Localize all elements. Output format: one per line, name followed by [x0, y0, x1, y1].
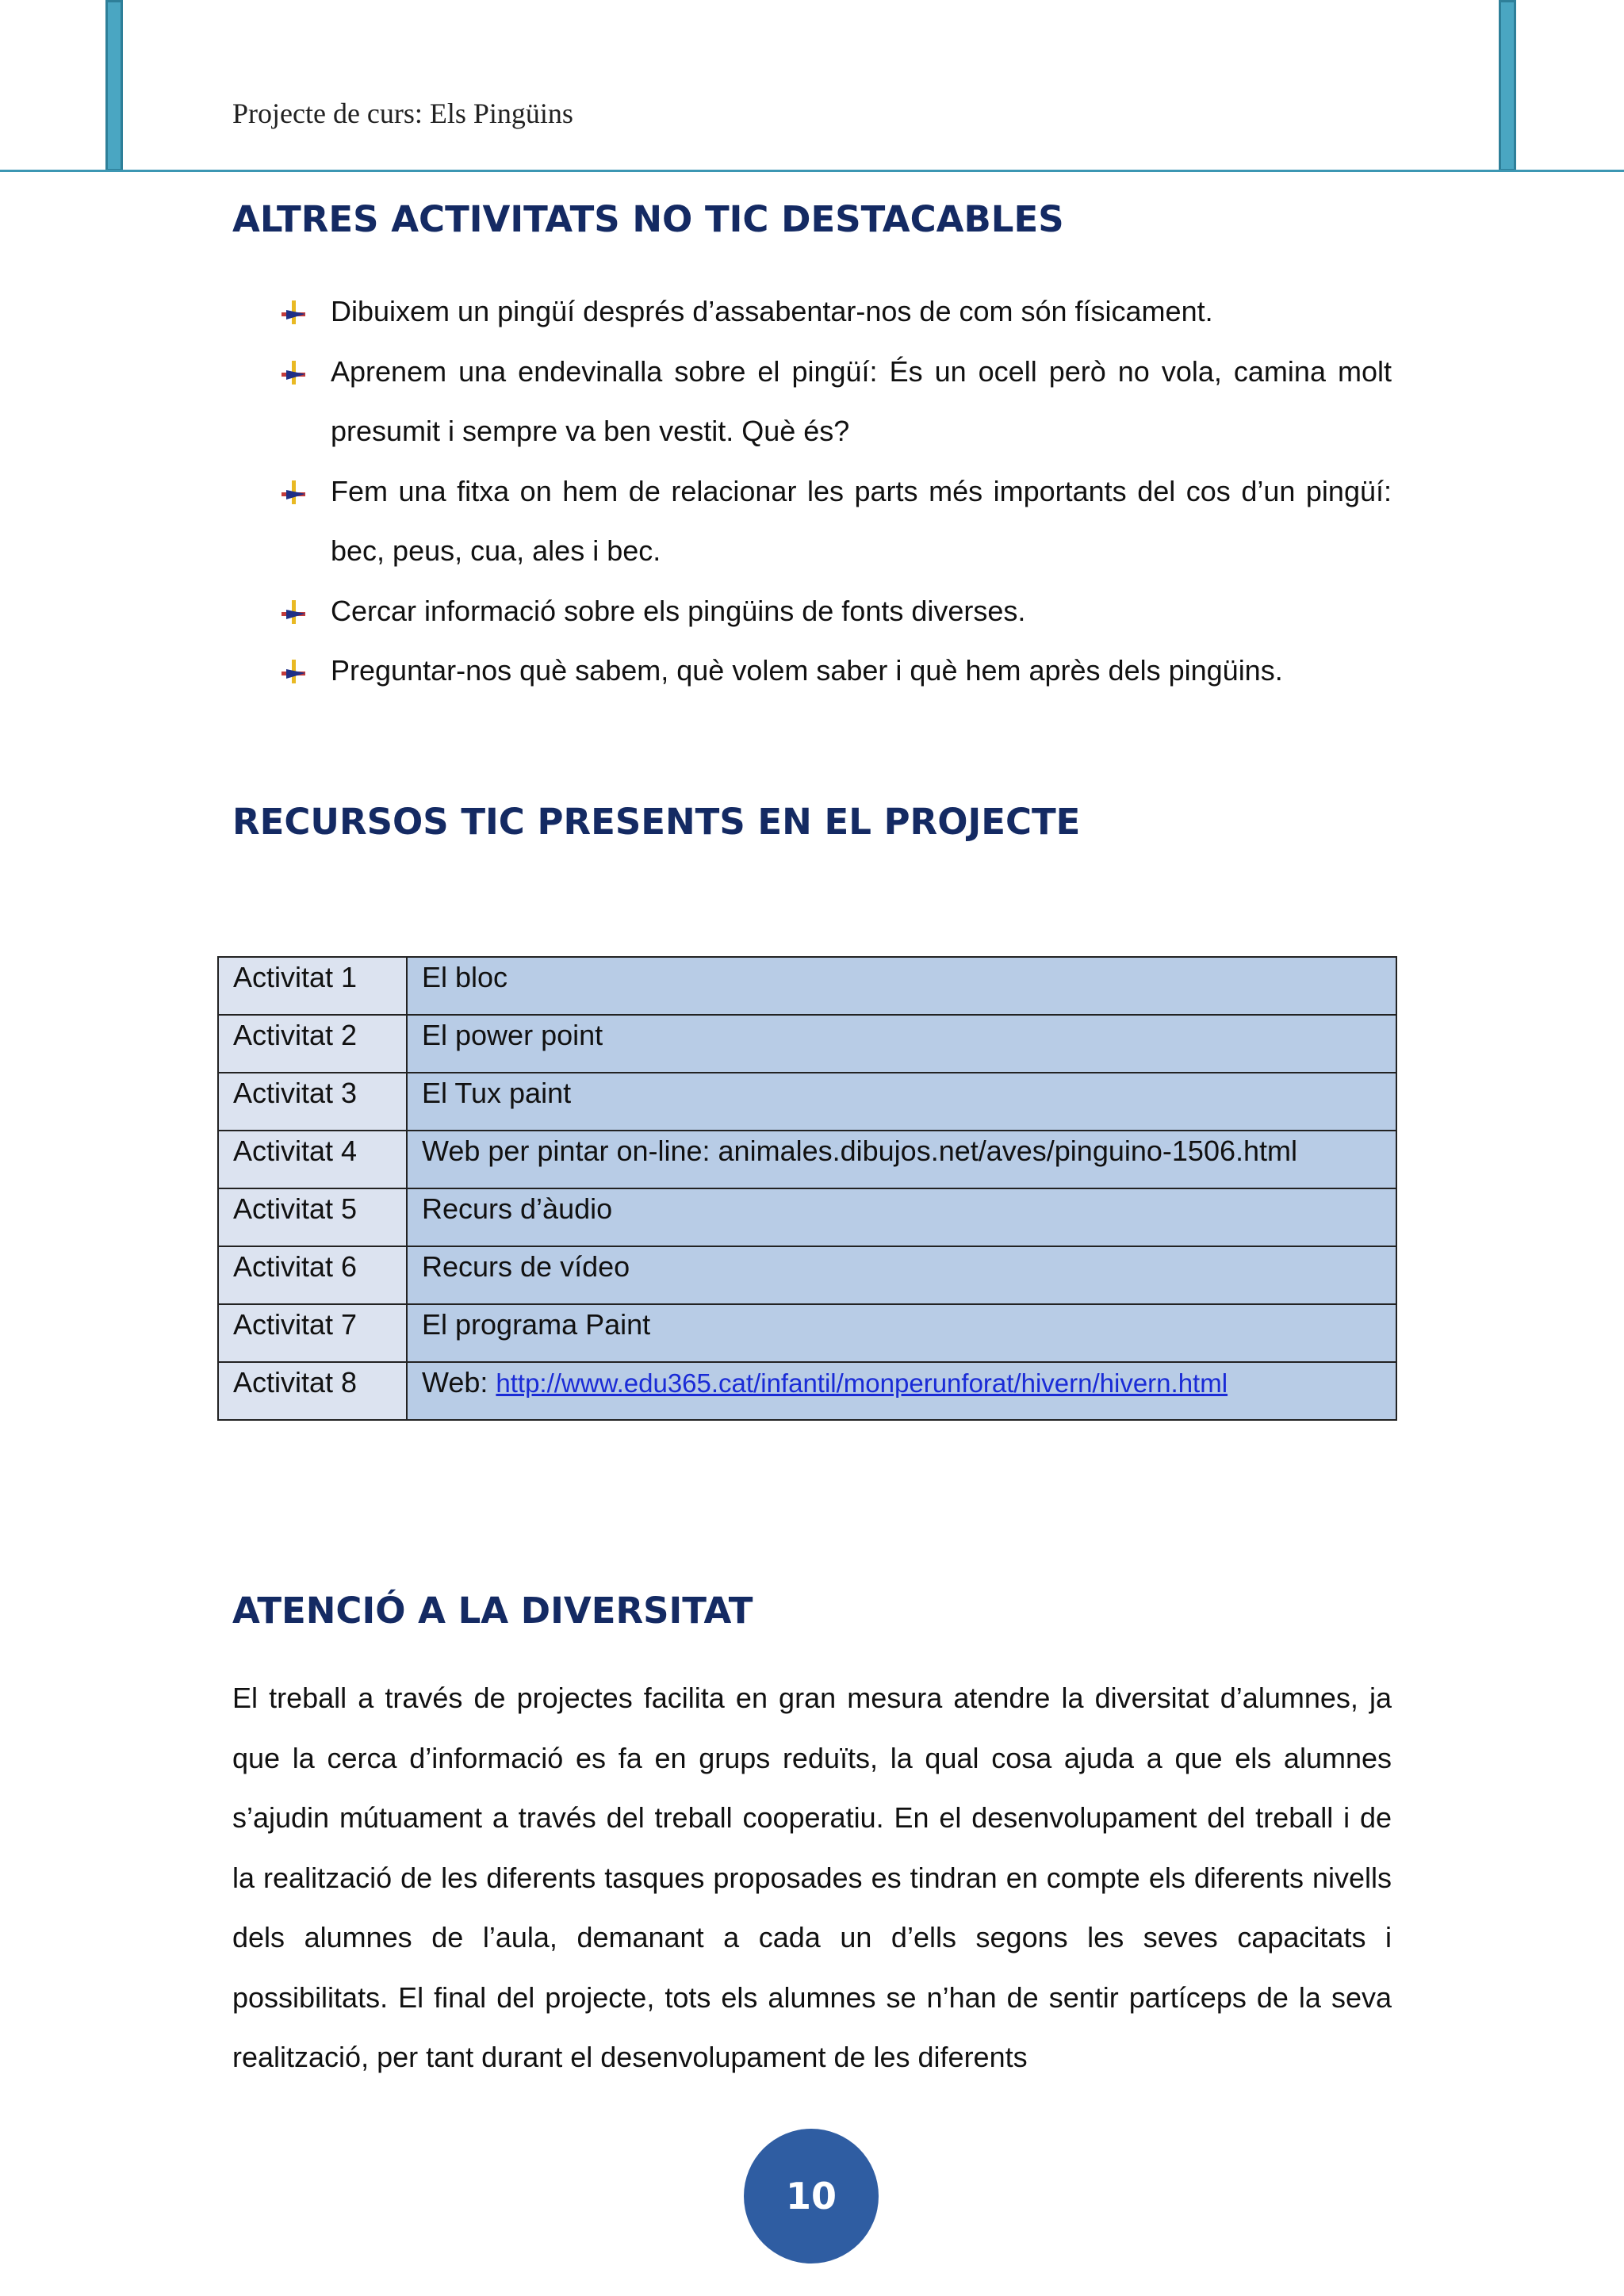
table-cell-resource: Web per pintar on-line: animales.dibujos.net/aves/pinguino-1506.html	[407, 1131, 1396, 1188]
header-rule	[0, 170, 1624, 172]
table-row	[218, 1362, 1396, 1420]
header-accent-bar-right	[1499, 0, 1516, 171]
edu365-link[interactable]: http://www.edu365.cat/infantil/monperunforat/hivern/hivern.html	[496, 1368, 1228, 1398]
table-cell-activity: Activitat 7	[218, 1304, 407, 1362]
table-row	[218, 1073, 1396, 1131]
table-cell-activity: Activitat 3	[218, 1073, 407, 1131]
activities-list	[282, 281, 1392, 701]
table-cell-activity: Activitat 8	[218, 1362, 407, 1420]
plus-arrow-icon	[282, 600, 305, 624]
table-row	[218, 1131, 1396, 1188]
table-row	[218, 957, 1396, 1015]
header-accent-bar-left	[105, 0, 123, 171]
list-item-text: Aprenem una endevinalla sobre el pingüí: És un ocell però no vola, camina molt presumit i sempre va ben vestit. Què és?	[331, 354, 1392, 447]
table-cell-activity: Activitat 1	[218, 957, 407, 1015]
table-cell-resource: El power point	[407, 1015, 1396, 1073]
plus-arrow-icon	[282, 660, 305, 683]
resource-prefix: Web:	[422, 1366, 496, 1399]
table-cell-resource: El bloc	[407, 957, 1396, 1015]
section-heading-activities: ALTRES ACTIVITATS NO TIC DESTACABLES	[232, 198, 1064, 240]
page-number-badge: 10	[744, 2129, 879, 2263]
list-item	[282, 461, 1392, 581]
table-cell-activity: Activitat 6	[218, 1246, 407, 1304]
list-item-text: Preguntar-nos què sabem, què volem saber i què hem après dels pingüins.	[331, 654, 1283, 687]
table-cell-activity: Activitat 5	[218, 1188, 407, 1246]
table-cell-resource: El Tux paint	[407, 1073, 1396, 1131]
table-cell-resource	[407, 1362, 1396, 1420]
table-cell-resource: El programa Paint	[407, 1304, 1396, 1362]
table-cell-resource: Recurs d’àudio	[407, 1188, 1396, 1246]
list-item-text: Dibuixem un pingüí després d’assabentar-nos de com són físicament.	[331, 295, 1213, 327]
list-item	[282, 281, 1392, 342]
plus-arrow-icon	[282, 361, 305, 385]
table-row	[218, 1304, 1396, 1362]
table-cell-activity: Activitat 4	[218, 1131, 407, 1188]
list-item-text: Fem una fitxa on hem de relacionar les parts més importants del cos d’un pingüí: bec, peus, cua, ales i bec.	[331, 474, 1392, 567]
list-item	[282, 581, 1392, 641]
plus-arrow-icon	[282, 480, 305, 504]
list-item-text: Cercar informació sobre els pingüins de fonts diverses.	[331, 594, 1026, 627]
table-cell-resource: Recurs de vídeo	[407, 1246, 1396, 1304]
list-item	[282, 641, 1392, 701]
plus-arrow-icon	[282, 300, 305, 324]
table-cell-activity: Activitat 2	[218, 1015, 407, 1073]
table-row	[218, 1188, 1396, 1246]
list-item	[282, 342, 1392, 461]
section-heading-diversity: ATENCIÓ A LA DIVERSITAT	[232, 1590, 753, 1632]
header-title: Projecte de curs: Els Pingüins	[232, 98, 573, 129]
diversity-paragraph: El treball a través de projectes facilita en gran mesura atendre la diversitat d’alumnes, ja que la cerca d’informació es fa en grups reduïts, la qual cosa ajuda a que els alumnes s’ajudin mútuament a través del treball cooperatiu. En el desenvolupament del treball i de la realització de les diferents tasques proposades es tindran en compte els diferents nivells dels alumnes de l’aula, demanant a cada un d’ells segons les seves capacitats i possibilitats. El final del projecte, tots els alumnes se n’han de sentir partíceps de la seva realització, per tant durant el desenvolupament de les diferents	[232, 1682, 1392, 2073]
table-row	[218, 1015, 1396, 1073]
table-row	[218, 1246, 1396, 1304]
section-heading-ict-resources: RECURSOS TIC PRESENTS EN EL PROJECTE	[232, 801, 1081, 843]
ict-resources-table	[217, 956, 1397, 1421]
